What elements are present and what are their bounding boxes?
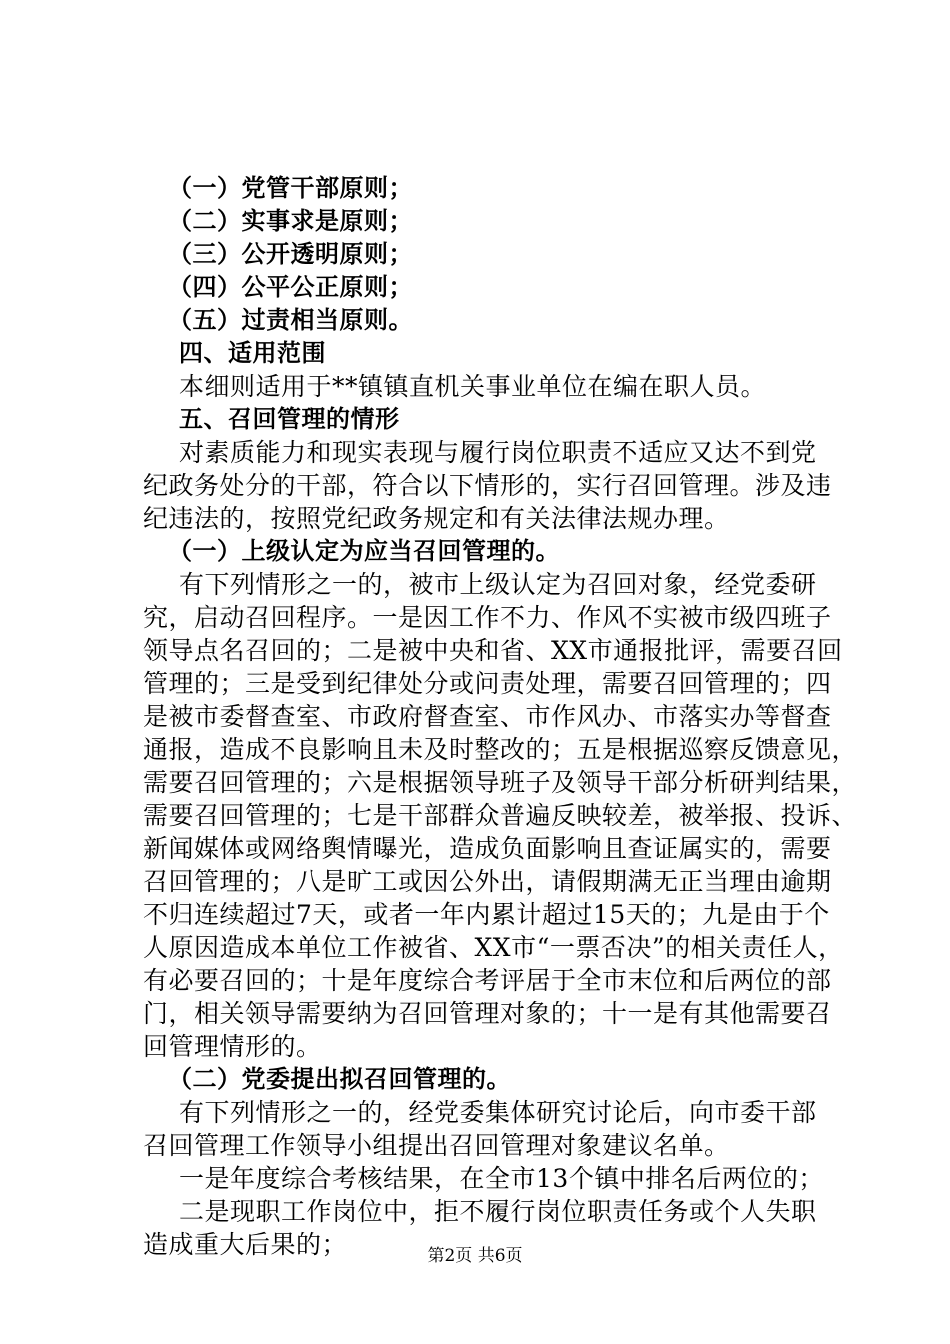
paragraph-line: 究，启动召回程序。一是因工作不力、作风不实被市级四班子 <box>143 603 832 632</box>
principle-4: （四）公平公正原则； <box>168 273 413 301</box>
paragraph-line: 通报，造成不良影响且未及时整改的；五是根据巡察反馈意见， <box>143 735 858 764</box>
paragraph-line: 回管理情形的。 <box>143 1032 322 1061</box>
paragraph-line: 纪政务处分的干部，符合以下情形的，实行召回管理。涉及违 <box>143 471 832 500</box>
section-heading-scope: 四、适用范围 <box>179 339 326 367</box>
paragraph-line: 人原因造成本单位工作被省、XX市“一票否决”的相关责任人， <box>143 933 844 962</box>
section-heading-recall: 五、召回管理的情形 <box>179 405 400 433</box>
paragraph-line: 管理的；三是受到纪律处分或问责处理，需要召回管理的；四 <box>143 669 832 698</box>
paragraph-line: 召回管理的；八是旷工或因公外出，请假期满无正当理由逾期 <box>143 867 832 896</box>
paragraph-line: 领导点名召回的；二是被中央和省、XX市通报批评，需要召回 <box>143 636 843 665</box>
subsection-heading-2: （二）党委提出拟召回管理的。 <box>168 1065 511 1093</box>
paragraph-line: 需要召回管理的；六是根据领导班子及领导干部分析研判结果， <box>143 768 858 797</box>
paragraph-line: 本细则适用于**镇镇直机关事业单位在编在职人员。 <box>179 372 767 401</box>
principle-2: （二）实事求是原则； <box>168 207 413 235</box>
principle-1: （一）党管干部原则； <box>168 174 413 202</box>
paragraph-line: 有下列情形之一的，被市上级认定为召回对象，经党委研 <box>179 570 817 599</box>
page-footer: 第2页 共6页 <box>427 1246 523 1266</box>
paragraph-line: 造成重大后果的； <box>143 1230 348 1259</box>
paragraph-line: 二是现职工作岗位中，拒不履行岗位职责任务或个人失职 <box>179 1197 817 1226</box>
paragraph-line: 不归连续超过7天，或者一年内累计超过15天的；九是由于个 <box>143 900 830 929</box>
principle-5: （五）过责相当原则。 <box>168 306 413 334</box>
paragraph-line: 是被市委督查室、市政府督查室、市作风办、市落实办等督查 <box>143 702 832 731</box>
paragraph-line: 对素质能力和现实表现与履行岗位职责不适应又达不到党 <box>179 438 817 467</box>
subsection-heading-1: （一）上级认定为应当召回管理的。 <box>168 537 560 565</box>
paragraph-line: 一是年度综合考核结果，在全市13个镇中排名后两位的； <box>179 1164 824 1193</box>
paragraph-line: 门，相关领导需要纳为召回管理对象的；十一是有其他需要召 <box>143 999 832 1028</box>
paragraph-line: 召回管理工作领导小组提出召回管理对象建议名单。 <box>143 1131 730 1160</box>
document-body <box>143 172 858 1261</box>
principle-3: （三）公开透明原则； <box>168 240 413 268</box>
paragraph-line: 有必要召回的；十是年度综合考评居于全市末位和后两位的部 <box>143 966 832 995</box>
paragraph-line: 有下列情形之一的，经党委集体研究讨论后，向市委干部 <box>179 1098 817 1127</box>
paragraph-line: 纪违法的，按照党纪政务规定和有关法律法规办理。 <box>143 504 730 533</box>
paragraph-line: 需要召回管理的；七是干部群众普遍反映较差，被举报、投诉、 <box>143 801 858 830</box>
paragraph-line: 新闻媒体或网络舆情曝光，造成负面影响且查证属实的，需要 <box>143 834 832 863</box>
